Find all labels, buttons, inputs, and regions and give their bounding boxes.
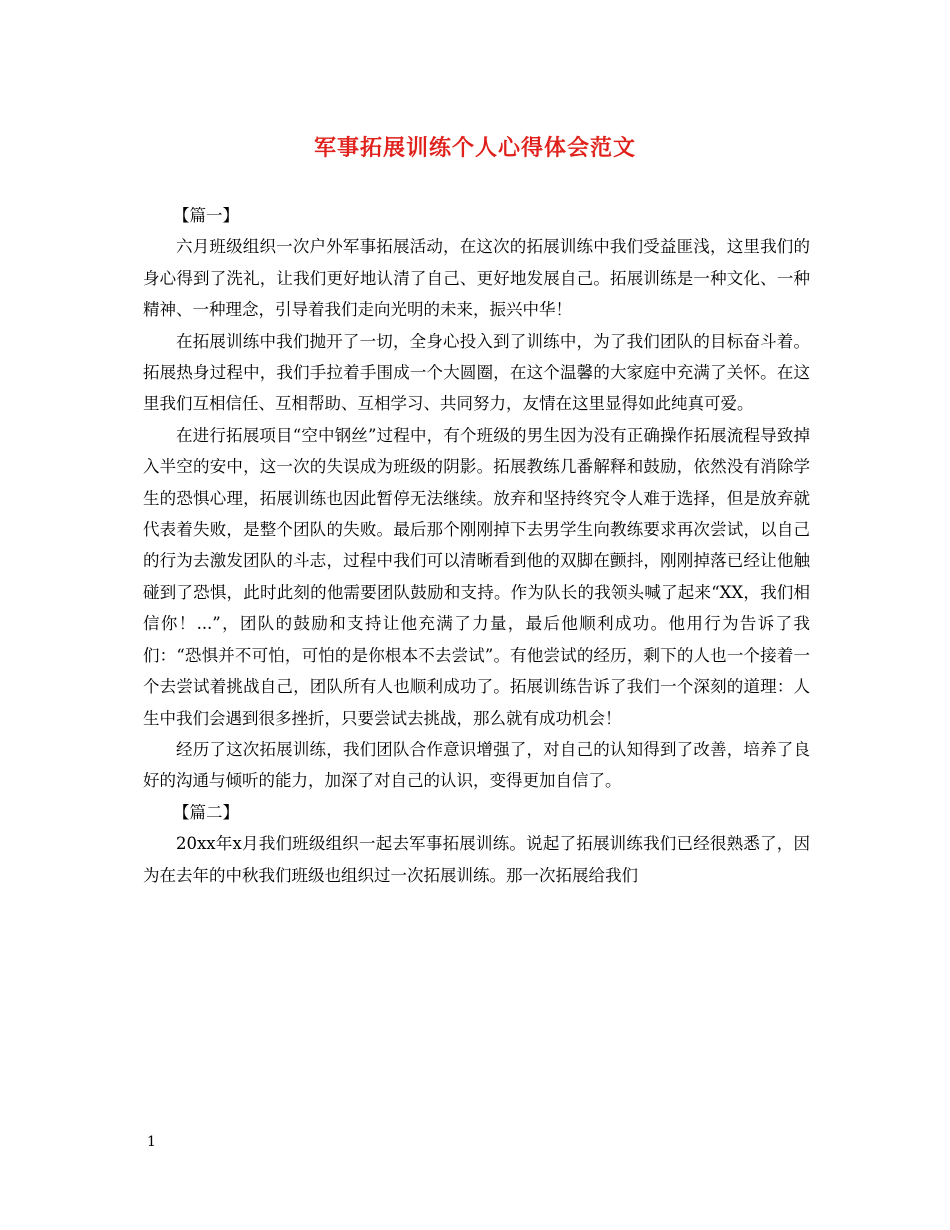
document-body (143, 200, 810, 891)
section-label-2: 【篇二】 (173, 802, 239, 822)
section-label-1: 【篇一】 (173, 206, 239, 225)
paragraph: 六月班级组织一次户外军事拓展活动，在这次的拓展训练中我们受益匪浅，这里我们的身心得到了洗礼，让我们更好地认清了自己、更好地发展自己。拓展训练是一种文化、一种精神、一种理念，引导着我们走向光明的未来，振兴中华！ (143, 237, 810, 320)
paragraph: 在拓展训练中我们抛开了一切，全身心投入到了训练中，为了我们团队的目标奋斗着。拓展热身过程中，我们手拉着手围成一个大圆圈，在这个温馨的大家庭中充满了关怀。在这里我们互相信任、互相帮助、互相学习、共同努力，友情在这里显得如此纯真可爱。 (143, 331, 810, 414)
paragraph: 在进行拓展项目“空中钢丝”过程中，有个班级的男生因为没有正确操作拓展流程导致掉入半空的安中，这一次的失误成为班级的阴影。拓展教练几番解释和鼓励，依然没有消除学生的恐惧心理，拓展训练也因此暂停无法继续。放弃和坚持终究令人难于选择，但是放弃就代表着失败，是整个团队的失败。最后那个刚刚掉下去男学生向教练要求再次尝试，以自己的行为去激发团队的斗志，过程中我们可以清晰看到他的双脚在颤抖，刚刚掉落已经让他触碰到了恐惧，此时此刻的他需要团队鼓励和支持。作为队长的我领头喊了起来“XX，我们相信你！...”，团队的鼓励和支持让他充满了力量，最后他顺利成功。他用行为告诉了我们：“恐惧并不可怕，可怕的是你根本不去尝试”。有他尝试的经历，剩下的人也一个接着一个去尝试着挑战自己，团队所有人也顺利成功了。拓展训练告诉了我们一个深刻的道理：人生中我们会遇到很多挫折，只要尝试去挑战，那么就有成功机会！ (143, 425, 810, 728)
paragraph: 20xx年x月我们班级组织一起去军事拓展训练。说起了拓展训练我们已经很熟悉了，因为在去年的中秋我们班级也组织过一次拓展训练。那一次拓展给我们 (143, 834, 810, 885)
page-number: 1 (147, 1134, 156, 1150)
paragraph: 经历了这次拓展训练，我们团队合作意识增强了，对自己的认知得到了改善，培养了良好的沟通与倾听的能力，加深了对自己的认识，变得更加自信了。 (143, 739, 810, 791)
document-title: 军事拓展训练个人心得体会范文 (313, 135, 636, 161)
